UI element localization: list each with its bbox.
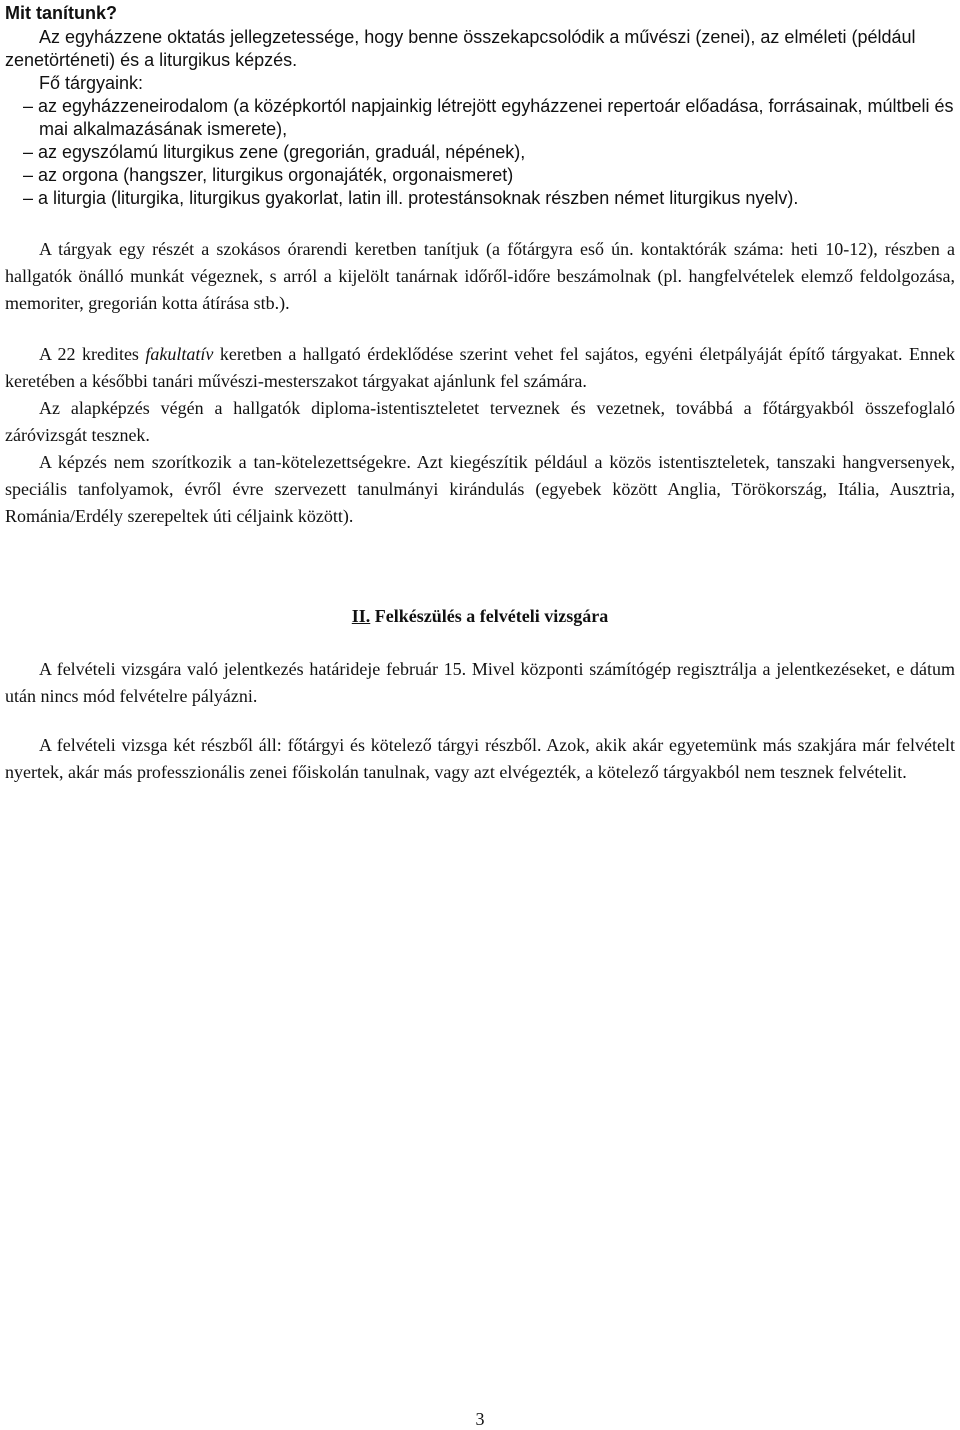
schedule-paragraph: A tárgyak egy részét a szokásos órarendi keretben tanítjuk (a főtárgyra eső ún. kontaktórák száma: heti 10-12), részben a hallgatók önálló munkát végeznek, s arról a kijelölt tanárnak időről-időre beszámolnak (pl. hangfelvételek elemző feldolgozása, memoriter, gregorián kotta átírása stb.). bbox=[5, 239, 955, 313]
fakultativ-text-after: keretben a hallgató érdeklődése szerint vehet fel sajátos, egyéni életpályáját építő tárgyakat. Ennek keretében a későbbi tanári művészi-mesterszakot tárgyakat ajánlunk fel számára. bbox=[5, 344, 955, 391]
fakultativ-emphasis: fakultatív bbox=[145, 344, 214, 364]
fakultativ-paragraph bbox=[5, 341, 955, 395]
extras-paragraph: A képzés nem szorítkozik a tan-kötelezettségekre. Azt kiegészítik például a közös istentiszteletek, tanszaki hangversenyek, speciális tanfolyamok, évről évre szervezett tanulmányi kirándulás (egyebek között Anglia, Törökország, Itália, Ausztria, Románia/Erdély szerepeltek úti céljaink között). bbox=[5, 452, 955, 526]
document-page bbox=[5, 0, 955, 1429]
section-heading-felkeszules bbox=[5, 604, 955, 628]
exam-parts-paragraph: A felvételi vizsga két részből áll: főtárgyi és kötelező tárgyi részből. Azok, akik akár egyetemünk más szakjára már felvételt nyertek, akár más professzionális zenei főiskolán tanulnak, vagy azt elvégezték, a kötelező tárgyakból nem tesznek felvételit. bbox=[5, 735, 955, 782]
body-block bbox=[5, 341, 955, 530]
subject-item-egyszolamu: – az egyszólamú liturgikus zene (gregorián, graduál, népének), bbox=[23, 142, 526, 162]
schedule-block bbox=[5, 236, 955, 317]
page-number: 3 bbox=[475, 1409, 485, 1429]
intro-paragraph: Az egyházzene oktatás jellegzetessége, hogy benne összekapcsolódik a művészi (zenei), az elméleti (például zenetörténeti) és a liturgikus képzés. bbox=[5, 27, 916, 70]
section2-block bbox=[5, 656, 955, 786]
fakultativ-text-before: A 22 kredites bbox=[39, 344, 146, 364]
exam-paragraph: Az alapképzés végén a hallgatók diploma-istentiszteletet terveznek és vezetnek, továbbá a főtárgyakból összefoglaló záróvizsgát tesznek. bbox=[5, 398, 955, 445]
subject-item-orgona: – az orgona (hangszer, liturgikus orgonajáték, orgonaismeret) bbox=[23, 165, 514, 185]
section-title: Felkészülés a felvételi vizsgára bbox=[370, 606, 609, 626]
subject-item-liturgia: – a liturgia (liturgika, liturgikus gyakorlat, latin ill. protestánsoknak részben német liturgikus nyelv). bbox=[23, 188, 799, 208]
subject-item-egyhazzeneirodalom: – az egyházzeneirodalom (a középkortól napjainkig létrejött egyházzenei repertoár előadása, forrásainak, múltbeli és mai alkalmazásának ismerete), bbox=[23, 96, 954, 139]
section-heading-mit-tanitunk: Mit tanítunk? bbox=[5, 3, 117, 23]
subjects-label: Fő tárgyaink: bbox=[39, 73, 144, 93]
intro-block bbox=[5, 26, 955, 210]
deadline-paragraph: A felvételi vizsgára való jelentkezés határideje február 15. Mivel központi számítógép regisztrálja a jelentkezéseket, e dátum után nincs mód felvételre pályázni. bbox=[5, 659, 955, 706]
section-number: II. bbox=[351, 606, 371, 626]
